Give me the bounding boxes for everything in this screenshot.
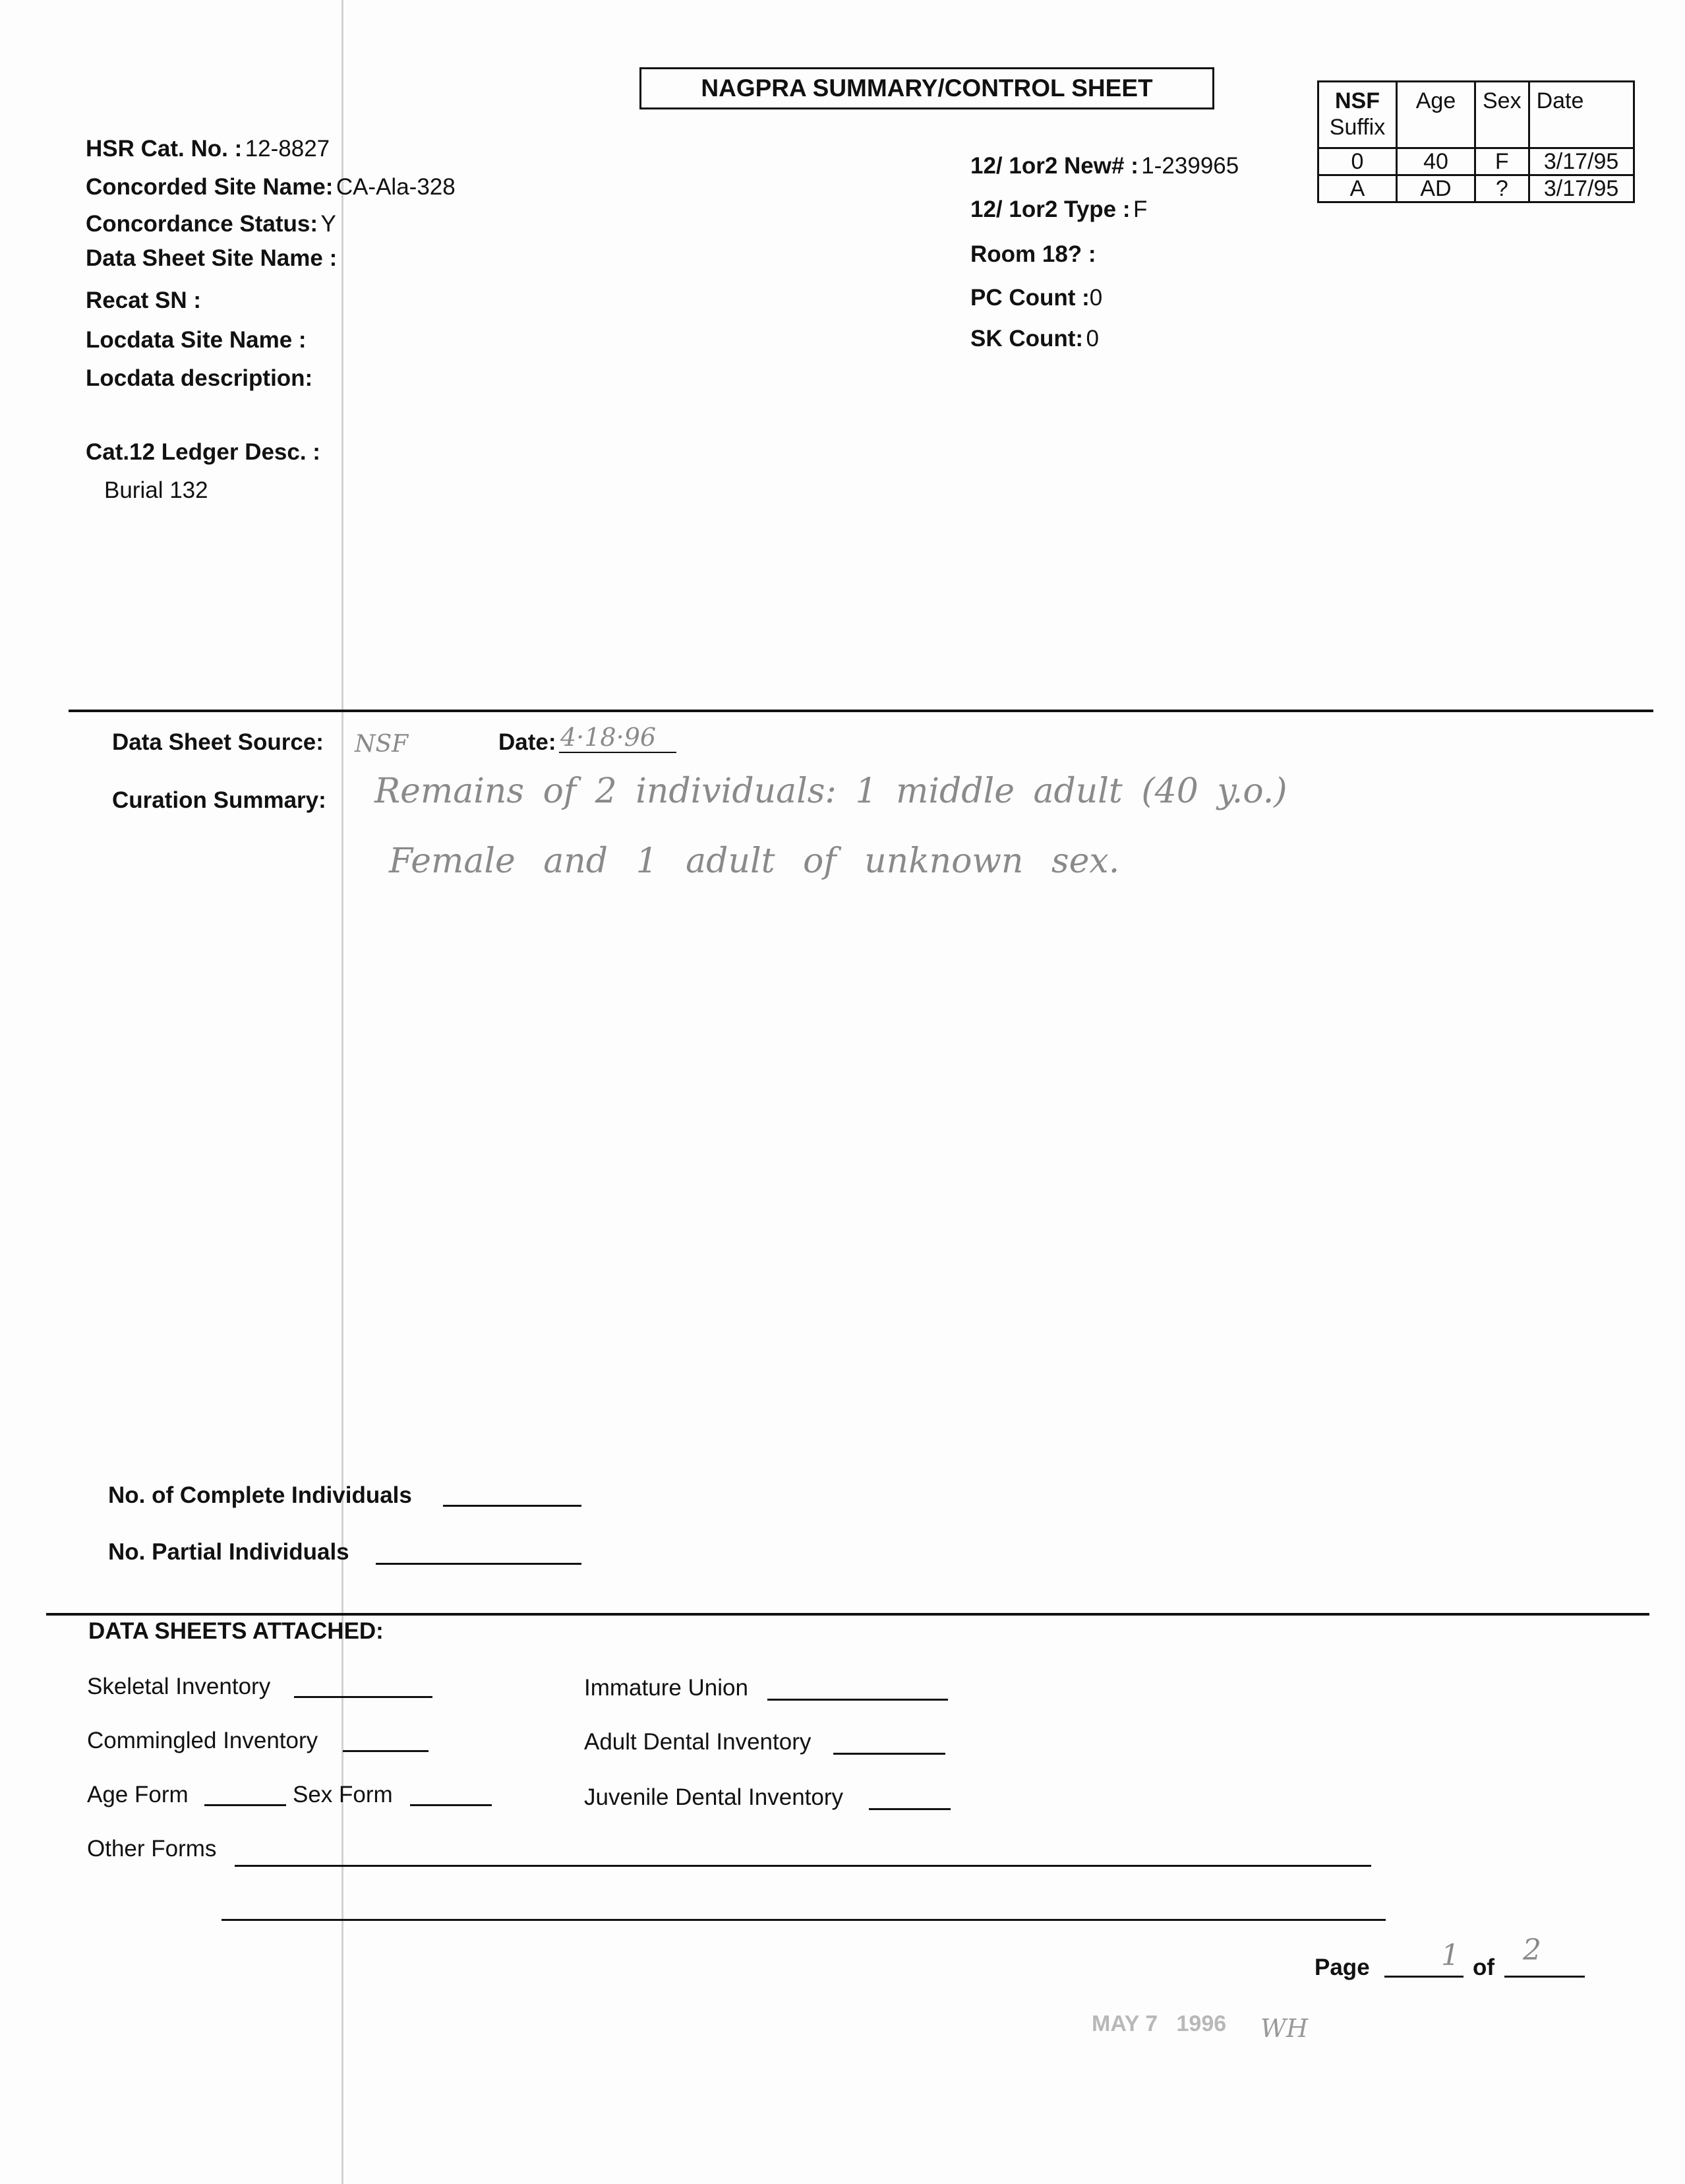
- paper-fold-line: [341, 0, 343, 2184]
- type-label: 12/ 1or2 Type :: [970, 197, 1131, 222]
- other-forms-label: Other Forms: [87, 1836, 217, 1862]
- complete-individuals-label: No. of Complete Individuals: [108, 1482, 412, 1508]
- sex-form-blank[interactable]: [410, 1804, 492, 1806]
- page-title: NAGPRA SUMMARY/CONTROL SHEET: [639, 67, 1214, 109]
- of-label: of: [1473, 1955, 1495, 1980]
- age-form-blank[interactable]: [204, 1804, 286, 1806]
- data-sheet-source-label: Data Sheet Source:: [112, 729, 324, 755]
- ledger-desc-value: Burial 132: [104, 477, 208, 503]
- concordance-status-field: [86, 211, 336, 237]
- new-number-value: 1-239965: [1141, 153, 1239, 179]
- concorded-site-value: CA-Ala-328: [336, 174, 456, 200]
- sk-count-value: 0: [1086, 326, 1099, 351]
- page-number-blank: [1384, 1976, 1463, 1978]
- new-number-label: 12/ 1or2 New# :: [970, 153, 1138, 179]
- suffix-cell: 0: [1318, 148, 1397, 175]
- concorded-site-label: Concorded Site Name:: [86, 174, 334, 200]
- sex-header: Sex: [1475, 82, 1529, 148]
- nsf-table: [1317, 80, 1635, 203]
- room-label: Room 18? :: [970, 241, 1096, 267]
- pc-count-field: [970, 285, 1102, 311]
- table-row: [1318, 148, 1634, 175]
- data-sheet-source-value: NSF: [355, 731, 409, 758]
- suffix-cell: A: [1318, 175, 1397, 202]
- page-total-value: 2: [1523, 1933, 1541, 1967]
- attached-heading: DATA SHEETS ATTACHED:: [88, 1618, 384, 1644]
- page-label: Page: [1315, 1955, 1370, 1980]
- complete-individuals-blank[interactable]: [443, 1505, 581, 1507]
- date-cell: 3/17/95: [1529, 175, 1634, 202]
- sk-count-label: SK Count:: [970, 326, 1084, 351]
- data-sheet-site-label: Data Sheet Site Name :: [86, 245, 338, 271]
- age-cell: 40: [1397, 148, 1475, 175]
- immature-union-label: Immature Union: [584, 1675, 748, 1701]
- date-header: Date: [1529, 82, 1634, 148]
- immature-union-blank[interactable]: [767, 1699, 948, 1701]
- sk-count-field: [970, 326, 1099, 352]
- commingled-inventory-blank[interactable]: [343, 1750, 429, 1752]
- ledger-desc-label: Cat.12 Ledger Desc. :: [86, 439, 320, 465]
- type-field: [970, 197, 1147, 223]
- curation-summary-label: Curation Summary:: [112, 787, 326, 813]
- curation-summary-line1: Remains of 2 individuals: 1 middle adult (40 y.o.): [374, 772, 1287, 811]
- skeletal-inventory-label: Skeletal Inventory: [87, 1674, 271, 1699]
- sex-form-label: Sex Form: [293, 1782, 393, 1807]
- new-number-field: [970, 153, 1239, 179]
- date-label: Date:: [498, 729, 556, 755]
- adult-dental-inventory-label: Adult Dental Inventory: [584, 1729, 812, 1755]
- age-cell: AD: [1397, 175, 1475, 202]
- curation-summary-line2: Female and 1 adult of unknown sex.: [389, 841, 1120, 881]
- sex-cell: F: [1475, 148, 1529, 175]
- age-header: Age: [1397, 82, 1475, 148]
- concorded-site-field: [86, 174, 456, 200]
- juvenile-dental-inventory-blank[interactable]: [869, 1808, 951, 1810]
- partial-individuals-blank[interactable]: [376, 1563, 581, 1565]
- concordance-status-value: Y: [320, 211, 336, 237]
- locdata-description-label: Locdata description:: [86, 365, 313, 391]
- initials: WH: [1260, 2014, 1309, 2043]
- hsr-cat-field: [86, 136, 330, 162]
- recat-sn-label: Recat SN :: [86, 288, 202, 313]
- page-number-value: 1: [1441, 1939, 1460, 1972]
- section-divider: [46, 1613, 1649, 1616]
- skeletal-inventory-blank[interactable]: [294, 1696, 432, 1698]
- locdata-site-label: Locdata Site Name :: [86, 327, 307, 353]
- concordance-status-label: Concordance Status:: [86, 211, 318, 237]
- juvenile-dental-inventory-label: Juvenile Dental Inventory: [584, 1784, 843, 1810]
- adult-dental-inventory-blank[interactable]: [833, 1753, 945, 1755]
- other-forms-blank[interactable]: [235, 1865, 1371, 1867]
- date-stamp: MAY 7 1996: [1092, 2011, 1227, 2036]
- type-value: F: [1133, 197, 1148, 222]
- page-total-blank: [1504, 1976, 1585, 1978]
- date-value: 4·18·96: [560, 723, 657, 752]
- hsr-cat-label: HSR Cat. No. :: [86, 136, 243, 162]
- date-underline: [559, 752, 676, 753]
- partial-individuals-label: No. Partial Individuals: [108, 1539, 349, 1565]
- other-forms-blank-2[interactable]: [222, 1919, 1386, 1921]
- pc-count-label: PC Count :: [970, 285, 1090, 311]
- section-divider: [69, 710, 1653, 712]
- sex-cell: ?: [1475, 175, 1529, 202]
- commingled-inventory-label: Commingled Inventory: [87, 1728, 318, 1753]
- nsf-suffix-header: NSF Suffix: [1318, 82, 1397, 148]
- pc-count-value: 0: [1089, 285, 1103, 311]
- table-row: [1318, 175, 1634, 202]
- hsr-cat-value: 12-8827: [245, 136, 330, 162]
- date-cell: 3/17/95: [1529, 148, 1634, 175]
- age-form-label: Age Form: [87, 1782, 189, 1807]
